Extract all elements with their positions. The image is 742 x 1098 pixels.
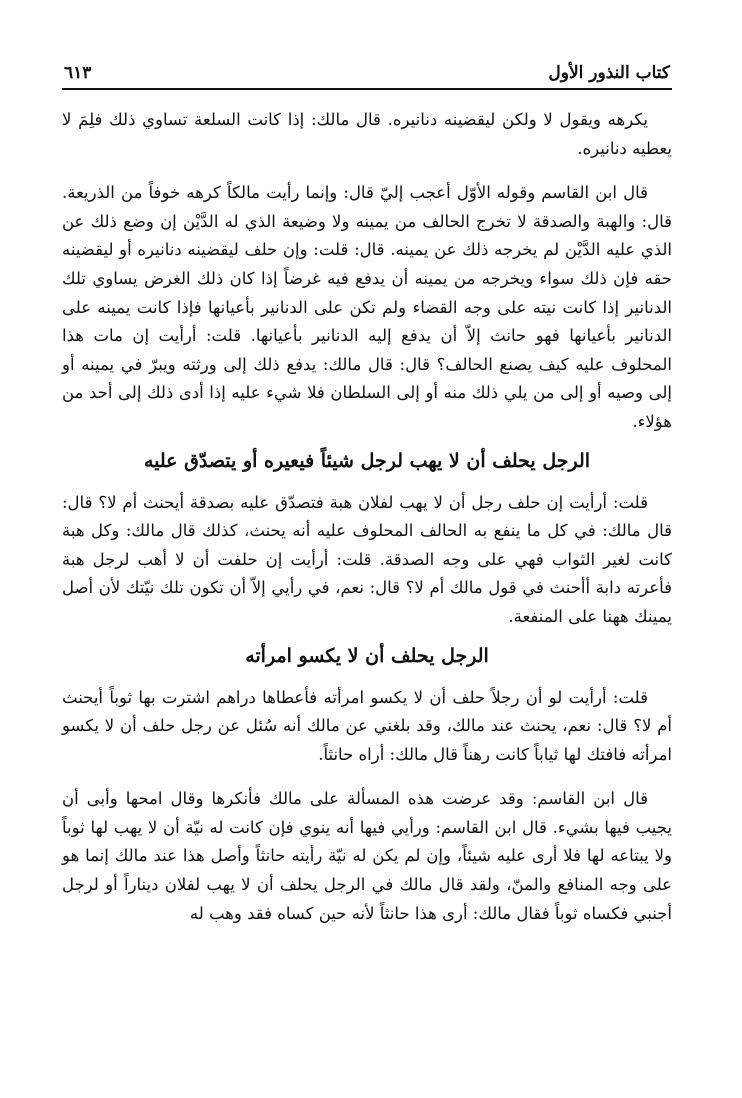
page-number: ٦١٣ bbox=[64, 63, 92, 83]
section-heading: الرجل يحلف أن لا يكسو امرأته bbox=[245, 644, 489, 667]
running-header bbox=[62, 62, 672, 88]
header-rule bbox=[62, 88, 672, 90]
book-title: كتاب النذور الأول bbox=[548, 63, 670, 83]
paragraph: قلت: أرأيت إن حلف رجل أن لا يهب لفلان هبة فتصدّق عليه بصدقة أيحنث أم لا؟ قال: قال مالك: في كل ما ينفع به الحالف المحلوف عليه أنه يحنث، كذلك قال مالك: وكل هبة كانت لغير الثواب فهي على وجه الصدقة. قلت: أرأيت إن حلفت أن لا أهب لرجل هبة فأعرته دابة أأحنث في قول مالك أم لا؟ قال: نعم، في رأيي إلاّ أن تكون تلك نيّتك لأن أصل يمينك ههنا على المنفعة. bbox=[62, 492, 672, 626]
paragraph: قلت: أرأيت لو أن رجلاً حلف أن لا يكسو امرأته فأعطاها دراهم اشترت بها ثوباً أيحنث أم لا؟ قال: نعم، يحنث عند مالك، وقد بلغني عن مالك أنه سُئل عن رجل حلف أن لا يكسو امرأته فافتك لها ثياباً كانت رهناً قال مالك: أراه حانثاً. bbox=[62, 687, 672, 764]
paragraph: يكرهه ويقول لا ولكن ليقضينه دنانيره. قال مالك: إذا كانت السلعة تساوي ذلك فلِمَ لا يعطيه دنانيره. bbox=[62, 110, 672, 158]
paragraph: قال ابن القاسم: وقد عرضت هذه المسألة على مالك فأنكرها وقال امحها وأبى أن يجيب فيها بشيء. قال ابن القاسم: ورأيي فيها أنه ينوي فإن كانت له نيّة أن لا يهب لها ثوباً ولا يبتاعه لها فلا أرى عليه شيئاً، وإن لم يكن له نيّة رأيته حانثاً وأصل هذا عند مالك إنما هو على وجه المنافع والمنّ، ولقد قال مالك في الرجل يحلف أن لا يهب لفلان ديناراً أو لرجل أجنبي فكساه ثوباً فقال مالك: أرى هذا حانثاً لأنه حين كساه فقد وهب له bbox=[62, 789, 672, 923]
section-heading: الرجل يحلف أن لا يهب لرجل شيئاً فيعيره أو يتصدّق عليه bbox=[143, 449, 591, 472]
paragraph: قال ابن القاسم وقوله الأوّل أعجب إليّ قال: وإنما رأيت مالكاً كرهه خوفاً من الذريعة. قال: والهبة والصدقة لا تخرج الحالف من يمينه ولا وضيعة الذي له الدَّيْن إن وضع ذلك عن الذي عليه الدَّيْن لم يخرجه ذلك عن يمينه. قال: قلت: وإن حلف ليقضينه دنانيره أو ليقضينه حقه فإن ذلك سواء ويخرجه من يمينه أن يدفع فيه غرضاً إذا كان ذلك الغرض يساوي تلك الدنانير إذا كانت نيته على وجه القضاء ولم تكن على الدنانير بأعيانها فإذا كانت يمينه على الدنانير بأعيانها فهو حانث إلاّ أن يدفع إليه الدنانير بأعيانها. قلت: أرأيت إن مات هذا المحلوف عليه كيف يصنع الحالف؟ قال: قال مالك: يدفع ذلك إلى ورثته ويبرّ في يمينه أو إلى وصيه أو إلى من يلي ذلك منه أو إلى السلطان فلا شيء عليه إذا أدى ذلك إلى أحد من هؤلاء. bbox=[62, 183, 672, 431]
